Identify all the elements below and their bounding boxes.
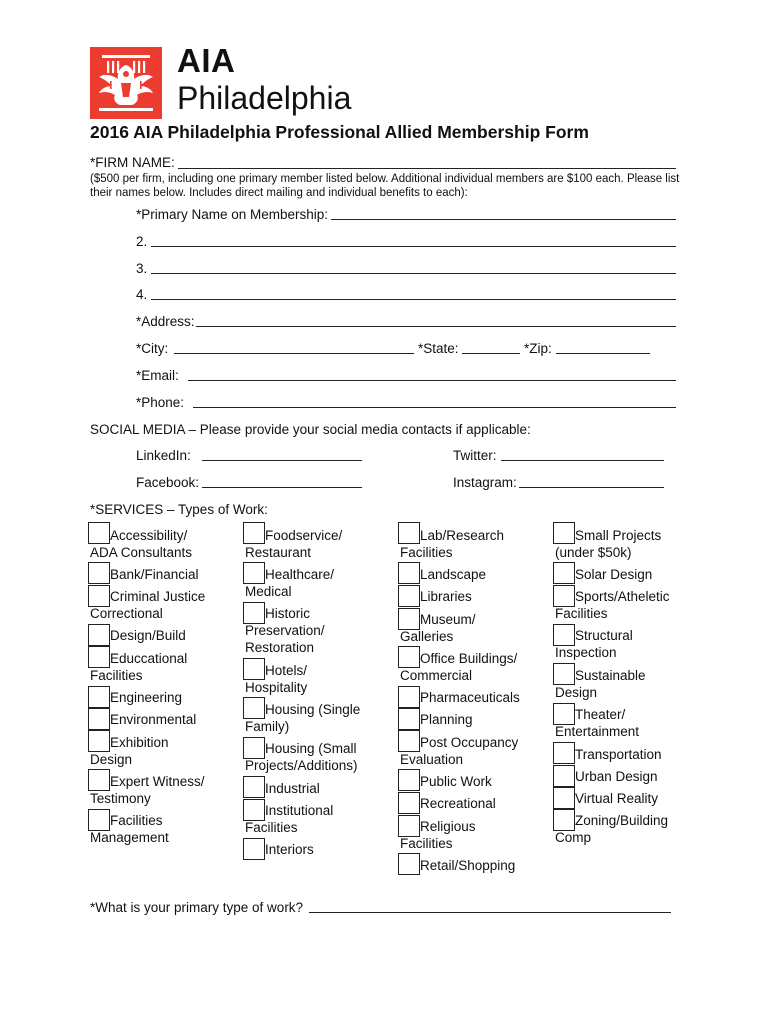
service-option-label: Office Buildings/ Commercial: [400, 651, 518, 683]
city-field[interactable]: [174, 353, 414, 354]
pricing-note-line2: their names below. Includes direct mailing and individual benefits to each):: [90, 187, 468, 199]
state-field[interactable]: [462, 353, 520, 354]
address-label: *Address:: [136, 314, 195, 329]
pricing-note-line1: ($500 per firm, including one primary member listed below. Additional individual members are $100 each. Please list: [90, 173, 680, 185]
services-heading: *SERVICES – Types of Work:: [90, 502, 268, 517]
service-option-label: Theater/ Entertainment: [555, 707, 640, 739]
member-3-field[interactable]: [151, 273, 676, 274]
service-option-label: Retail/Shopping: [420, 858, 516, 873]
service-option-label: Sports/Atheletic Facilities: [555, 589, 670, 621]
service-option-label: Institutional Facilities: [245, 803, 334, 835]
form-title: 2016 AIA Philadelphia Professional Allied Membership Form: [90, 122, 589, 142]
service-option-label: Public Work: [420, 774, 492, 789]
service-option-label: Sustainable Design: [555, 668, 646, 700]
phone-field[interactable]: [193, 407, 676, 408]
service-option-label: Foodservice/ Restaurant: [245, 528, 343, 560]
service-option-label: Virtual Reality: [575, 791, 659, 806]
service-option-label: Museum/ Galleries: [400, 612, 476, 644]
service-option-label: Libraries: [420, 589, 472, 604]
social-media-heading: SOCIAL MEDIA – Please provide your social media contacts if applicable:: [90, 422, 531, 437]
service-option-label: Zoning/Building Comp: [555, 813, 669, 845]
city-label: *City:: [136, 341, 169, 356]
service-option-label: Industrial: [265, 781, 320, 796]
primary-work-label: *What is your primary type of work?: [90, 900, 304, 915]
service-option-label: Transportation: [575, 747, 662, 762]
service-option-label: Design/Build: [110, 628, 186, 643]
member-2-field[interactable]: [151, 246, 676, 247]
aia-eagle-logo-icon: [90, 47, 162, 119]
service-option-label: Religious Facilities: [400, 819, 476, 851]
member-2-label: 2.: [136, 234, 148, 249]
service-option-label: Small Projects (under $50k): [555, 528, 662, 560]
facebook-label: Facebook:: [136, 475, 200, 490]
instagram-label: Instagram:: [453, 475, 517, 490]
service-option-label: Bank/Financial: [110, 567, 199, 582]
service-option-label: Solar Design: [575, 567, 653, 582]
service-option-label: Lab/Research Facilities: [400, 528, 505, 560]
firm-name-label: *FIRM NAME:: [90, 155, 175, 170]
service-option-label: Housing (Single Family): [245, 702, 361, 734]
primary-name-field[interactable]: [331, 219, 676, 220]
brand-org-name: AIA: [177, 42, 236, 79]
state-label: *State:: [418, 341, 459, 356]
service-option-label: Post Occupancy Evaluation: [400, 735, 519, 767]
service-option-label: Pharmaceuticals: [420, 690, 520, 705]
email-field[interactable]: [188, 380, 676, 381]
service-option-label: Planning: [420, 712, 473, 727]
linkedin-label: LinkedIn:: [136, 448, 191, 463]
service-option-label: Facilities Management: [90, 813, 169, 845]
service-option-label: Accessibility/ ADA Consultants: [90, 528, 193, 560]
twitter-field[interactable]: [501, 460, 664, 461]
service-option-label: Educcational Facilities: [90, 651, 188, 683]
service-option-label: Landscape: [420, 567, 487, 582]
linkedin-field[interactable]: [202, 460, 362, 461]
service-option-label: Exhibition Design: [90, 735, 169, 767]
service-option-label: Historic Preservation/ Restoration: [245, 606, 325, 655]
service-option-label: Structural Inspection: [555, 628, 633, 660]
service-option-label: Hotels/ Hospitality: [245, 663, 308, 695]
phone-label: *Phone:: [136, 395, 185, 410]
facebook-field[interactable]: [202, 487, 362, 488]
firm-name-field[interactable]: [178, 168, 676, 169]
instagram-field[interactable]: [519, 487, 664, 488]
service-option-label: Urban Design: [575, 769, 658, 784]
member-3-label: 3.: [136, 261, 148, 276]
zip-label: *Zip:: [524, 341, 552, 356]
member-4-field[interactable]: [151, 299, 676, 300]
brand-city-name: Philadelphia: [177, 80, 352, 116]
service-option-label: Interiors: [265, 842, 314, 857]
service-option-label: Criminal Justice Correctional: [90, 589, 206, 621]
service-option-label: Healthcare/ Medical: [245, 567, 335, 599]
primary-work-field[interactable]: [309, 912, 671, 913]
service-option-label: Expert Witness/ Testimony: [90, 774, 205, 806]
service-option-label: Recreational: [420, 796, 496, 811]
primary-name-label: *Primary Name on Membership:: [136, 207, 329, 222]
email-label: *Email:: [136, 368, 179, 383]
twitter-label: Twitter:: [453, 448, 497, 463]
service-option-label: Environmental: [110, 712, 197, 727]
zip-field[interactable]: [556, 353, 650, 354]
service-option-label: Housing (Small Projects/Additions): [245, 741, 358, 773]
member-4-label: 4.: [136, 287, 148, 302]
service-option-label: Engineering: [110, 690, 183, 705]
address-field[interactable]: [196, 326, 676, 327]
